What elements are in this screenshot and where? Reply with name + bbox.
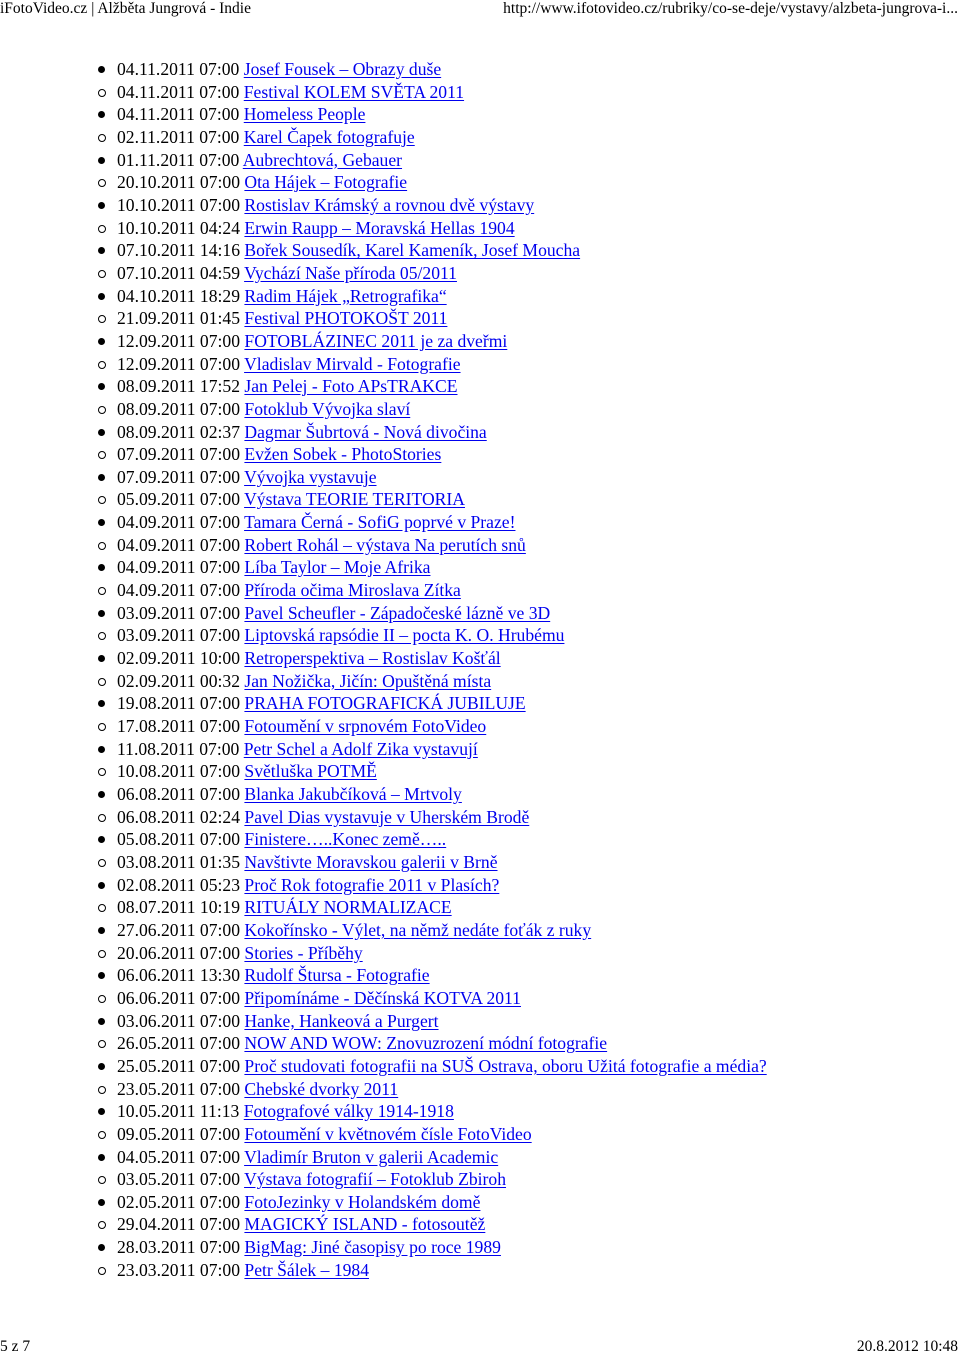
list-item [0, 1078, 767, 1101]
item-date: 26.05.2011 07:00 [117, 1033, 240, 1054]
item-link[interactable]: Pavel Dias vystavuje v Uherském Brodě [244, 806, 530, 827]
item-date: 04.09.2011 07:00 [117, 580, 240, 601]
list-item [0, 285, 767, 308]
hollow-bullet-icon [98, 542, 106, 550]
hollow-bullet-icon [98, 950, 106, 958]
list-item [0, 1191, 767, 1214]
hollow-bullet-icon [98, 859, 106, 867]
list-item [0, 330, 767, 353]
list-item [0, 375, 767, 398]
hollow-bullet-icon [98, 632, 106, 640]
item-date: 17.08.2011 07:00 [117, 716, 240, 737]
item-link[interactable]: Příroda očima Miroslava Zítka [244, 580, 461, 601]
news-list [0, 58, 767, 1281]
item-date: 20.06.2011 07:00 [117, 942, 240, 963]
item-link[interactable]: Festival KOLEM SVĚTA 2011 [243, 81, 465, 102]
item-link[interactable]: Josef Fousek – Obrazy duše [243, 59, 442, 79]
hollow-bullet-icon [98, 678, 106, 686]
list-item [0, 692, 767, 715]
item-link[interactable]: Ota Hájek – Fotografie [244, 172, 408, 193]
item-date: 04.11.2011 07:00 [117, 104, 240, 125]
item-date: 03.09.2011 07:00 [117, 625, 240, 646]
hollow-bullet-icon [98, 768, 106, 776]
bullet-icon [98, 836, 105, 843]
hollow-bullet-icon [98, 1131, 106, 1139]
list-item [0, 239, 767, 262]
list-item [0, 1146, 767, 1169]
list-item [0, 987, 767, 1010]
hollow-bullet-icon [98, 1176, 106, 1184]
item-link[interactable]: Stories - Příběhy [244, 942, 363, 963]
item-date: 21.09.2011 01:45 [117, 308, 240, 329]
item-date: 05.09.2011 07:00 [117, 489, 240, 510]
item-link[interactable]: Finistere…..Konec země….. [244, 829, 447, 850]
list-item [0, 103, 767, 126]
item-link[interactable]: Aubrechtová, Gebauer [242, 149, 403, 170]
item-link[interactable]: Výstava fotografií – Fotoklub Zbiroh [244, 1169, 507, 1190]
item-link[interactable]: Rudolf Štursa - Fotografie [244, 965, 430, 986]
list-item [0, 806, 767, 829]
item-link[interactable]: Fotoklub Vývojka slaví [244, 398, 411, 419]
list-item [0, 1032, 767, 1055]
print-header-url: http://www.ifotovideo.cz/rubriky/co-se-deje/vystavy/alzbeta-jungrova-i... [503, 0, 958, 17]
item-link[interactable]: Vladislav Mirvald - Fotografie [244, 353, 461, 374]
list-item [0, 488, 767, 511]
item-date: 02.11.2011 07:00 [117, 126, 240, 147]
item-date: 02.09.2011 00:32 [117, 670, 240, 691]
item-date: 01.11.2011 07:00 [117, 149, 240, 170]
item-link[interactable]: Líba Taylor – Moje Afrika [244, 557, 431, 578]
item-date: 02.09.2011 10:00 [117, 648, 240, 669]
list-item [0, 1213, 767, 1236]
list-item [0, 511, 767, 534]
item-link[interactable]: Pavel Scheufler - Západočeské lázně ve 3D [244, 602, 551, 623]
item-date: 04.09.2011 07:00 [117, 534, 240, 555]
item-date: 12.09.2011 07:00 [117, 330, 240, 351]
list-item [0, 466, 767, 489]
hollow-bullet-icon [98, 904, 106, 912]
list-item [0, 1055, 767, 1078]
item-link[interactable]: Rostislav Krámský a rovnou dvě výstavy [244, 194, 535, 215]
item-date: 11.08.2011 07:00 [117, 738, 240, 759]
item-link[interactable]: Festival PHOTOKOŠT 2011 [244, 308, 448, 329]
hollow-bullet-icon [98, 995, 106, 1003]
list-item [0, 194, 767, 217]
item-link[interactable]: RITUÁLY NORMALIZACE [244, 897, 452, 918]
item-date: 10.10.2011 04:24 [117, 217, 240, 238]
hollow-bullet-icon [98, 315, 106, 323]
bullet-icon [98, 927, 105, 934]
list-item [0, 783, 767, 806]
item-date: 07.09.2011 07:00 [117, 466, 240, 487]
item-date: 10.05.2011 11:13 [117, 1101, 240, 1122]
item-date: 06.06.2011 07:00 [117, 987, 240, 1008]
list-item [0, 1259, 767, 1282]
item-link[interactable]: Proč studovati fotografii na SUŠ Ostrava, oboru Užitá fotografie a média? [244, 1055, 767, 1076]
item-date: 19.08.2011 07:00 [117, 693, 240, 714]
bullet-icon [98, 338, 105, 345]
item-link[interactable]: Fotoumění v květnovém čísle FotoVideo [244, 1123, 532, 1144]
item-date: 04.09.2011 07:00 [117, 557, 240, 578]
item-date: 03.08.2011 01:35 [117, 851, 240, 872]
list-item [0, 828, 767, 851]
hollow-bullet-icon [98, 134, 106, 142]
bullet-icon [98, 157, 105, 164]
bullet-icon [98, 564, 105, 571]
hollow-bullet-icon [98, 1086, 106, 1094]
bullet-icon [98, 882, 105, 889]
item-date: 04.11.2011 07:00 [117, 59, 240, 79]
bullet-icon [98, 972, 105, 979]
item-date: 20.10.2011 07:00 [117, 172, 240, 193]
hollow-bullet-icon [98, 1040, 106, 1048]
item-link[interactable]: Připomínáme - Děčínská KOTVA 2011 [244, 987, 521, 1008]
item-date: 03.09.2011 07:00 [117, 602, 240, 623]
list-item [0, 443, 767, 466]
bullet-icon [98, 519, 105, 526]
hollow-bullet-icon [98, 496, 106, 504]
bullet-icon [98, 247, 105, 254]
item-link[interactable]: Proč Rok fotografie 2011 v Plasích? [244, 874, 500, 895]
item-link[interactable]: Jan Pelej - Foto APsTRAKCE [244, 376, 458, 397]
item-link[interactable]: Vychází Naše příroda 05/2011 [244, 262, 457, 283]
item-link[interactable]: Radim Hájek „Retrografika“ [244, 285, 447, 306]
list-item [0, 579, 767, 602]
list-item [0, 760, 767, 783]
bullet-icon [98, 293, 105, 300]
item-link[interactable]: Fotografové války 1914-1918 [243, 1101, 454, 1122]
item-date: 07.09.2011 07:00 [117, 444, 240, 465]
hollow-bullet-icon [98, 270, 106, 278]
bullet-icon [98, 1199, 105, 1206]
item-date: 09.05.2011 07:00 [117, 1123, 240, 1144]
list-item [0, 1010, 767, 1033]
item-link[interactable]: Karel Čapek fotografuje [243, 126, 415, 147]
hollow-bullet-icon [98, 361, 106, 369]
item-link[interactable]: Bořek Sousedík, Karel Kameník, Josef Moucha [244, 240, 581, 261]
list-item [0, 171, 767, 194]
item-link[interactable]: FotoJezinky v Holandském domě [244, 1191, 481, 1212]
item-link[interactable]: Homeless People [243, 104, 366, 125]
list-item [0, 1168, 767, 1191]
hollow-bullet-icon [98, 406, 106, 414]
print-header-title: iFotoVideo.cz | Alžběta Jungrová - Indie [0, 0, 251, 17]
item-link[interactable]: FOTOBLÁZINEC 2011 je za dveřmi [244, 330, 508, 351]
item-date: 08.07.2011 10:19 [117, 897, 240, 918]
item-link[interactable]: Blanka Jakubčíková – Mrtvoly [244, 784, 462, 804]
hollow-bullet-icon [98, 587, 106, 595]
list-item [0, 602, 767, 625]
item-date: 03.06.2011 07:00 [117, 1010, 240, 1031]
bullet-icon [98, 383, 105, 390]
item-date: 07.10.2011 04:59 [117, 262, 240, 283]
list-item [0, 670, 767, 693]
bullet-icon [98, 1018, 105, 1025]
bullet-icon [98, 746, 105, 753]
list-item [0, 1123, 767, 1146]
item-date: 23.03.2011 07:00 [117, 1259, 240, 1280]
item-link[interactable]: Světluška POTMĚ [244, 761, 377, 782]
list-item [0, 919, 767, 942]
list-item [0, 624, 767, 647]
list-item [0, 353, 767, 376]
item-link[interactable]: Fotoumění v srpnovém FotoVideo [244, 716, 487, 737]
item-link[interactable]: PRAHA FOTOGRAFICKÁ JUBILUJE [244, 693, 526, 714]
item-link[interactable]: Erwin Raupp – Moravská Hellas 1904 [244, 217, 515, 238]
item-date: 25.05.2011 07:00 [117, 1055, 240, 1076]
item-date: 10.10.2011 07:00 [117, 194, 240, 215]
item-link[interactable]: Vladimír Bruton v galerii Academic [244, 1146, 499, 1167]
hollow-bullet-icon [98, 89, 106, 97]
bullet-icon [98, 66, 105, 73]
hollow-bullet-icon [98, 1221, 106, 1229]
item-date: 03.05.2011 07:00 [117, 1169, 240, 1190]
item-date: 08.09.2011 07:00 [117, 398, 240, 419]
item-date: 04.11.2011 07:00 [117, 81, 240, 102]
item-date: 04.05.2011 07:00 [117, 1146, 240, 1167]
item-date: 07.10.2011 14:16 [117, 240, 240, 261]
item-date: 06.08.2011 02:24 [117, 806, 240, 827]
item-link[interactable]: Dagmar Šubrtová - Nová divočina [244, 421, 487, 442]
item-date: 12.09.2011 07:00 [117, 353, 240, 374]
hollow-bullet-icon [98, 179, 106, 187]
list-item [0, 874, 767, 897]
list-item [0, 149, 767, 172]
item-date: 27.06.2011 07:00 [117, 919, 240, 940]
list-item [0, 1100, 767, 1123]
list-item [0, 942, 767, 965]
item-date: 04.09.2011 07:00 [117, 512, 240, 533]
bullet-icon [98, 1154, 105, 1161]
item-link[interactable]: Vývojka vystavuje [244, 466, 377, 487]
item-link[interactable]: Jan Nožička, Jičín: Opuštěná místa [244, 670, 492, 691]
item-date: 08.09.2011 02:37 [117, 421, 240, 442]
list-item [0, 307, 767, 330]
item-link[interactable]: Retroperspektiva – Rostislav Košťál [244, 648, 501, 669]
hollow-bullet-icon [98, 814, 106, 822]
item-link[interactable]: Robert Rohál – výstava Na perutích snů [244, 534, 526, 555]
bullet-icon [98, 610, 105, 617]
item-date: 23.05.2011 07:00 [117, 1078, 240, 1099]
bullet-icon [98, 791, 105, 798]
print-footer [0, 1338, 960, 1357]
bullet-icon [98, 1108, 105, 1115]
list-item [0, 81, 767, 104]
list-item [0, 715, 767, 738]
item-link[interactable]: Chebské dvorky 2011 [244, 1078, 399, 1099]
item-link[interactable]: Evžen Sobek - PhotoStories [244, 444, 442, 465]
hollow-bullet-icon [98, 451, 106, 459]
bullet-icon [98, 700, 105, 707]
bullet-icon [98, 1063, 105, 1070]
list-item [0, 421, 767, 444]
item-link[interactable]: Liptovská rapsódie II – pocta K. O. Hrubému [244, 625, 565, 646]
item-link[interactable]: Hanke, Hankeová a Purgert [244, 1010, 439, 1031]
bullet-icon [98, 429, 105, 436]
bullet-icon [98, 1244, 105, 1251]
list-item [0, 534, 767, 557]
bullet-icon [98, 111, 105, 118]
item-link[interactable]: Tamara Černá - SofiG poprvé v Praze! [244, 512, 516, 533]
list-item [0, 851, 767, 874]
list-item [0, 217, 767, 240]
item-date: 02.05.2011 07:00 [117, 1191, 240, 1212]
list-item [0, 738, 767, 761]
item-link[interactable]: NOW AND WOW: Znovuzrození módní fotografie [244, 1033, 608, 1054]
item-date: 04.10.2011 18:29 [117, 285, 240, 306]
item-date: 08.09.2011 17:52 [117, 376, 240, 397]
list-item [0, 896, 767, 919]
item-date: 05.08.2011 07:00 [117, 829, 240, 850]
bullet-icon [98, 474, 105, 481]
hollow-bullet-icon [98, 723, 106, 731]
hollow-bullet-icon [98, 1267, 106, 1275]
item-date: 10.08.2011 07:00 [117, 761, 240, 782]
list-item [0, 1236, 767, 1259]
list-item [0, 126, 767, 149]
item-link[interactable]: Výstava TEORIE TERITORIA [244, 489, 465, 510]
item-link[interactable]: Navštivte Moravskou galerii v Brně [244, 851, 498, 872]
item-date: 28.03.2011 07:00 [117, 1237, 240, 1258]
item-date: 06.08.2011 07:00 [117, 784, 240, 804]
item-date: 02.08.2011 05:23 [117, 874, 240, 895]
item-date: 06.06.2011 13:30 [117, 965, 240, 986]
item-link[interactable]: Petr Schel a Adolf Zika vystavují [243, 738, 478, 759]
list-item [0, 964, 767, 987]
item-link[interactable]: MAGICKÝ ISLAND - fotosoutěž [244, 1214, 486, 1235]
list-item [0, 262, 767, 285]
print-datetime: 20.8.2012 10:48 [856, 1338, 958, 1355]
bullet-icon [98, 202, 105, 209]
page-number: 5 z 7 [0, 1338, 31, 1355]
list-item [0, 556, 767, 579]
hollow-bullet-icon [98, 225, 106, 233]
print-header [0, 0, 960, 20]
list-item [0, 647, 767, 670]
item-date: 29.04.2011 07:00 [117, 1214, 240, 1235]
list-item [0, 58, 767, 81]
bullet-icon [98, 655, 105, 662]
list-item [0, 398, 767, 421]
item-link[interactable]: Petr Šálek – 1984 [244, 1259, 370, 1280]
item-link[interactable]: Kokořínsko - Výlet, na němž nedáte foťák z ruky [244, 919, 592, 940]
item-link[interactable]: BigMag: Jiné časopisy po roce 1989 [244, 1237, 501, 1258]
